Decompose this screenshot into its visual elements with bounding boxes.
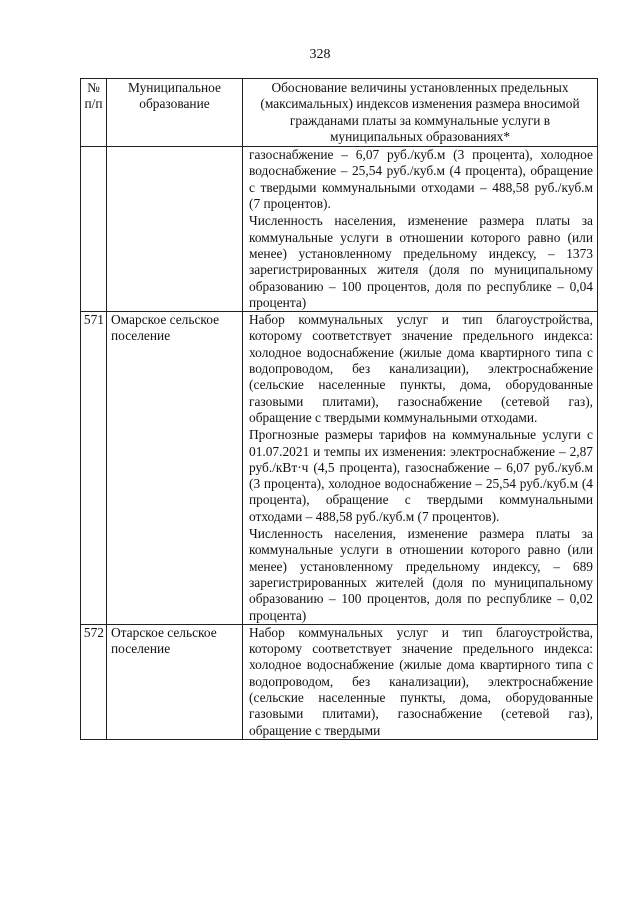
row-number: 571 bbox=[81, 312, 107, 625]
row-number: 572 bbox=[81, 624, 107, 739]
justification-paragraph: Набор коммунальных услуг и тип благоустройства, которому соответствует значение предельного индекса: холодное водоснабжение (жилые дома квартирного типа с водопроводом, без канализации), электроснабжение (сельские населенные пункты, дома, оборудованные газовыми плитами), газоснабжение (сетевой газ), обращение с твердыми коммунальными отходами. bbox=[249, 312, 593, 425]
table-row bbox=[81, 624, 598, 739]
justification-paragraph: Набор коммунальных услуг и тип благоустройства, которому соответствует значение предельного индекса: холодное водоснабжение (жилые дома квартирного типа с водопроводом, без канализации), электроснабжение (сельские населенные пункты, дома, оборудованные газовыми плитами), газоснабжение (сетевой газ), обращение с твердыми bbox=[249, 624, 593, 738]
row-municipality: Отарское сельское поселение bbox=[107, 624, 243, 739]
justification-paragraph: Прогнозные размеры тарифов на коммунальные услуги с 01.07.2021 и темпы их изменения: электроснабжение – 2,87 руб./кВт·ч (4,5 процента), газоснабжение – 6,07 руб./куб.м (3 процента), холодное водоснабжение – 25,54 руб./куб.м (4 процента), обращение с твердыми коммунальными отходами – 488,58 руб./куб.м (7 процентов). bbox=[249, 427, 593, 524]
row-justification bbox=[243, 147, 598, 312]
row-number bbox=[81, 147, 107, 312]
justification-paragraph: Численность населения, изменение размера платы за коммунальные услуги в отношении которого равно (или менее) установленному предельному индексу, – 689 зарегистрированных жителей (доля по муниципальному образованию – 100 процентов, доля по республике – 0,02 процента) bbox=[249, 526, 593, 623]
table-row bbox=[81, 312, 598, 625]
table-row bbox=[81, 147, 598, 312]
header-municipality: Муниципальное образование bbox=[107, 79, 243, 147]
header-number: № п/п bbox=[81, 79, 107, 147]
page-number: 328 bbox=[309, 47, 331, 62]
row-municipality: Омарское сельское поселение bbox=[107, 312, 243, 625]
row-justification bbox=[243, 624, 598, 739]
justification-paragraph: газоснабжение – 6,07 руб./куб.м (3 процента), холодное водоснабжение – 25,54 руб./куб.м (4 процента), обращение с твердыми коммунальными отходами – 488,58 руб./куб.м (7 процентов). bbox=[249, 147, 593, 212]
tariff-justification-table bbox=[80, 78, 598, 740]
table-header-row bbox=[81, 79, 598, 147]
row-municipality bbox=[107, 147, 243, 312]
justification-paragraph: Численность населения, изменение размера платы за коммунальные услуги в отношении которого равно (или менее) установленному предельному индексу, – 1373 зарегистрированных жителя (доля по муниципальному образованию – 100 процентов, доля по республике – 0,04 процента) bbox=[249, 213, 593, 310]
row-justification bbox=[243, 312, 598, 625]
header-justification: Обоснование величины установленных предельных (максимальных) индексов изменения размера вносимой гражданами платы за коммунальные услуги в муниципальных образованиях* bbox=[243, 79, 598, 147]
